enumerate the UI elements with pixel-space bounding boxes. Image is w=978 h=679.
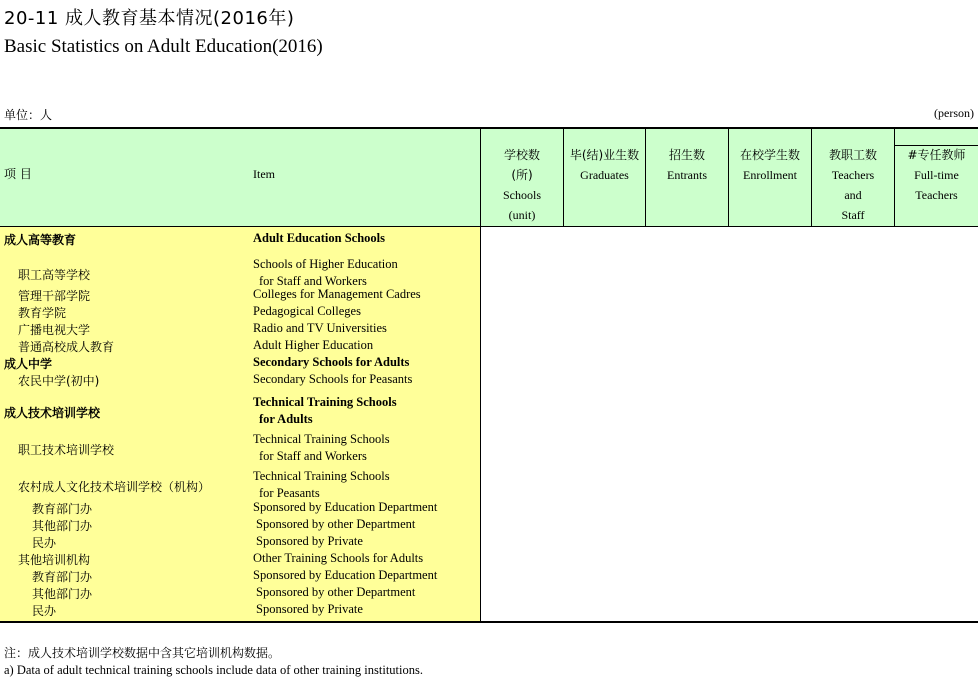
header-staff (812, 145, 894, 225)
row-label-cn: 广播电视大学 (18, 323, 91, 337)
row-label-en-line1: Schools of Higher Education (253, 257, 398, 271)
header-schools-en: Schools (502, 188, 541, 202)
row-label-en-line2: for Staff and Workers (259, 448, 367, 463)
header-staff-cn: 教职工数 (828, 148, 877, 162)
row-label-en (253, 431, 390, 464)
header-staff-en3: Staff (841, 208, 865, 222)
header-fulltime-en: Full-time (914, 168, 959, 182)
row-label-cn: 教育部门办 (32, 570, 93, 584)
row-label-en (253, 550, 423, 567)
row-label-cn: 成人中学 (4, 357, 53, 371)
row-label-en-line2: for Peasants (259, 485, 320, 500)
row-label-cn: 其他部门办 (32, 587, 93, 601)
table-top-border (0, 127, 978, 129)
unit-label-cn: 单位：人 (4, 108, 53, 122)
row-label-en (256, 533, 363, 550)
row-label-en-line1: Technical Training Schools (253, 395, 397, 409)
header-schools-en2: (unit) (508, 208, 536, 222)
header-graduates-cn: 毕(结)业生数 (569, 148, 640, 162)
header-enrollment (729, 145, 811, 185)
row-label-en (253, 567, 437, 584)
header-entrants (646, 145, 728, 185)
row-label-cn: 其他培训机构 (18, 553, 91, 567)
row-label-en-line1: Pedagogical Colleges (253, 304, 361, 318)
header-entrants-en: Entrants (667, 168, 707, 182)
row-label-en-line1: Sponsored by other Department (256, 585, 416, 599)
row-label-en (253, 320, 387, 337)
row-label-en-line1: Technical Training Schools (253, 469, 390, 483)
row-label-cn: 民办 (32, 536, 57, 550)
header-schools-cn: 学校数 (503, 148, 540, 162)
row-label-cn: 职工技术培训学校 (18, 443, 115, 457)
footnote-cn: 注：成人技术培训学校数据中含其它培训机构数据。 (4, 646, 281, 660)
row-label-en-line1: Adult Higher Education (253, 338, 374, 352)
header-bottom-border (0, 226, 978, 227)
row-label-en (253, 394, 397, 427)
row-label-en (256, 601, 363, 618)
row-label-cn: 普通高校成人教育 (18, 340, 115, 354)
header-graduates (564, 145, 645, 185)
row-label-en (253, 354, 409, 371)
row-label-en (253, 468, 390, 501)
header-graduates-en: Graduates (580, 168, 629, 182)
row-label-en (253, 286, 421, 303)
page-title-cn: 20-11 成人教育基本情况(2016年) (4, 8, 295, 29)
row-label-cn: 成人技术培训学校 (4, 406, 101, 420)
page-title-en: Basic Statistics on Adult Education(2016) (4, 36, 323, 57)
row-label-en (256, 584, 415, 601)
header-fulltime (895, 145, 978, 205)
row-label-cn: 教育部门办 (32, 502, 93, 516)
row-label-en-line1: Adult Education Schools (253, 231, 385, 245)
row-label-cn: 其他部门办 (32, 519, 93, 533)
row-label-en-line1: Sponsored by Education Department (253, 568, 438, 582)
header-entrants-cn: 招生数 (668, 148, 705, 162)
row-label-en-line1: Secondary Schools for Adults (253, 355, 410, 369)
row-label-en-line1: Sponsored by other Department (256, 517, 416, 531)
row-label-en-line2: for Adults (259, 411, 313, 426)
header-item-cn: 项 目 (4, 167, 32, 181)
row-label-cn: 职工高等学校 (18, 268, 91, 282)
row-label-cn: 农民中学(初中) (18, 374, 100, 388)
row-label-en-line1: Sponsored by Private (256, 602, 363, 616)
footnote-en: a) Data of adult technical training schools include data of other training institutions. (4, 663, 423, 677)
row-label-en-line1: Sponsored by Private (256, 534, 363, 548)
row-label-en (253, 230, 385, 247)
header-schools-cn2: (所) (511, 168, 533, 182)
header-enrollment-en: Enrollment (743, 168, 797, 182)
row-label-cn: 成人高等教育 (4, 233, 77, 247)
row-label-en-line1: Colleges for Management Cadres (253, 287, 421, 301)
row-label-cn: 民办 (32, 604, 57, 618)
row-label-en-line1: Technical Training Schools (253, 432, 390, 446)
unit-label-en: (person) (934, 106, 974, 120)
row-label-cn: 农村成人文化技术培训学校（机构） (18, 480, 211, 494)
row-label-cn: 管理干部学院 (18, 289, 91, 303)
row-label-en (253, 256, 398, 289)
header-fulltime-cn: #专任教师 (907, 148, 966, 162)
header-item-en: Item (253, 167, 275, 181)
row-label-en-line1: Other Training Schools for Adults (253, 551, 424, 565)
row-label-en (253, 303, 361, 320)
row-label-en-line1: Secondary Schools for Peasants (253, 372, 413, 386)
row-label-en (253, 371, 412, 388)
column-divider (480, 227, 481, 621)
row-label-en-line2: for Staff and Workers (259, 273, 367, 288)
row-label-cn: 教育学院 (18, 306, 67, 320)
header-staff-en: Teachers (831, 168, 875, 182)
header-enrollment-cn: 在校学生数 (739, 148, 800, 162)
row-label-en-line1: Radio and TV Universities (253, 321, 387, 335)
row-label-en (253, 337, 373, 354)
row-label-en (253, 499, 437, 516)
header-schools (481, 145, 563, 225)
header-fulltime-en2: Teachers (915, 188, 958, 202)
table-bottom-border (0, 621, 978, 623)
header-staff-en2: and (844, 188, 862, 202)
row-label-en (256, 516, 415, 533)
statistics-table (0, 127, 978, 623)
row-label-en-line1: Sponsored by Education Department (253, 500, 438, 514)
